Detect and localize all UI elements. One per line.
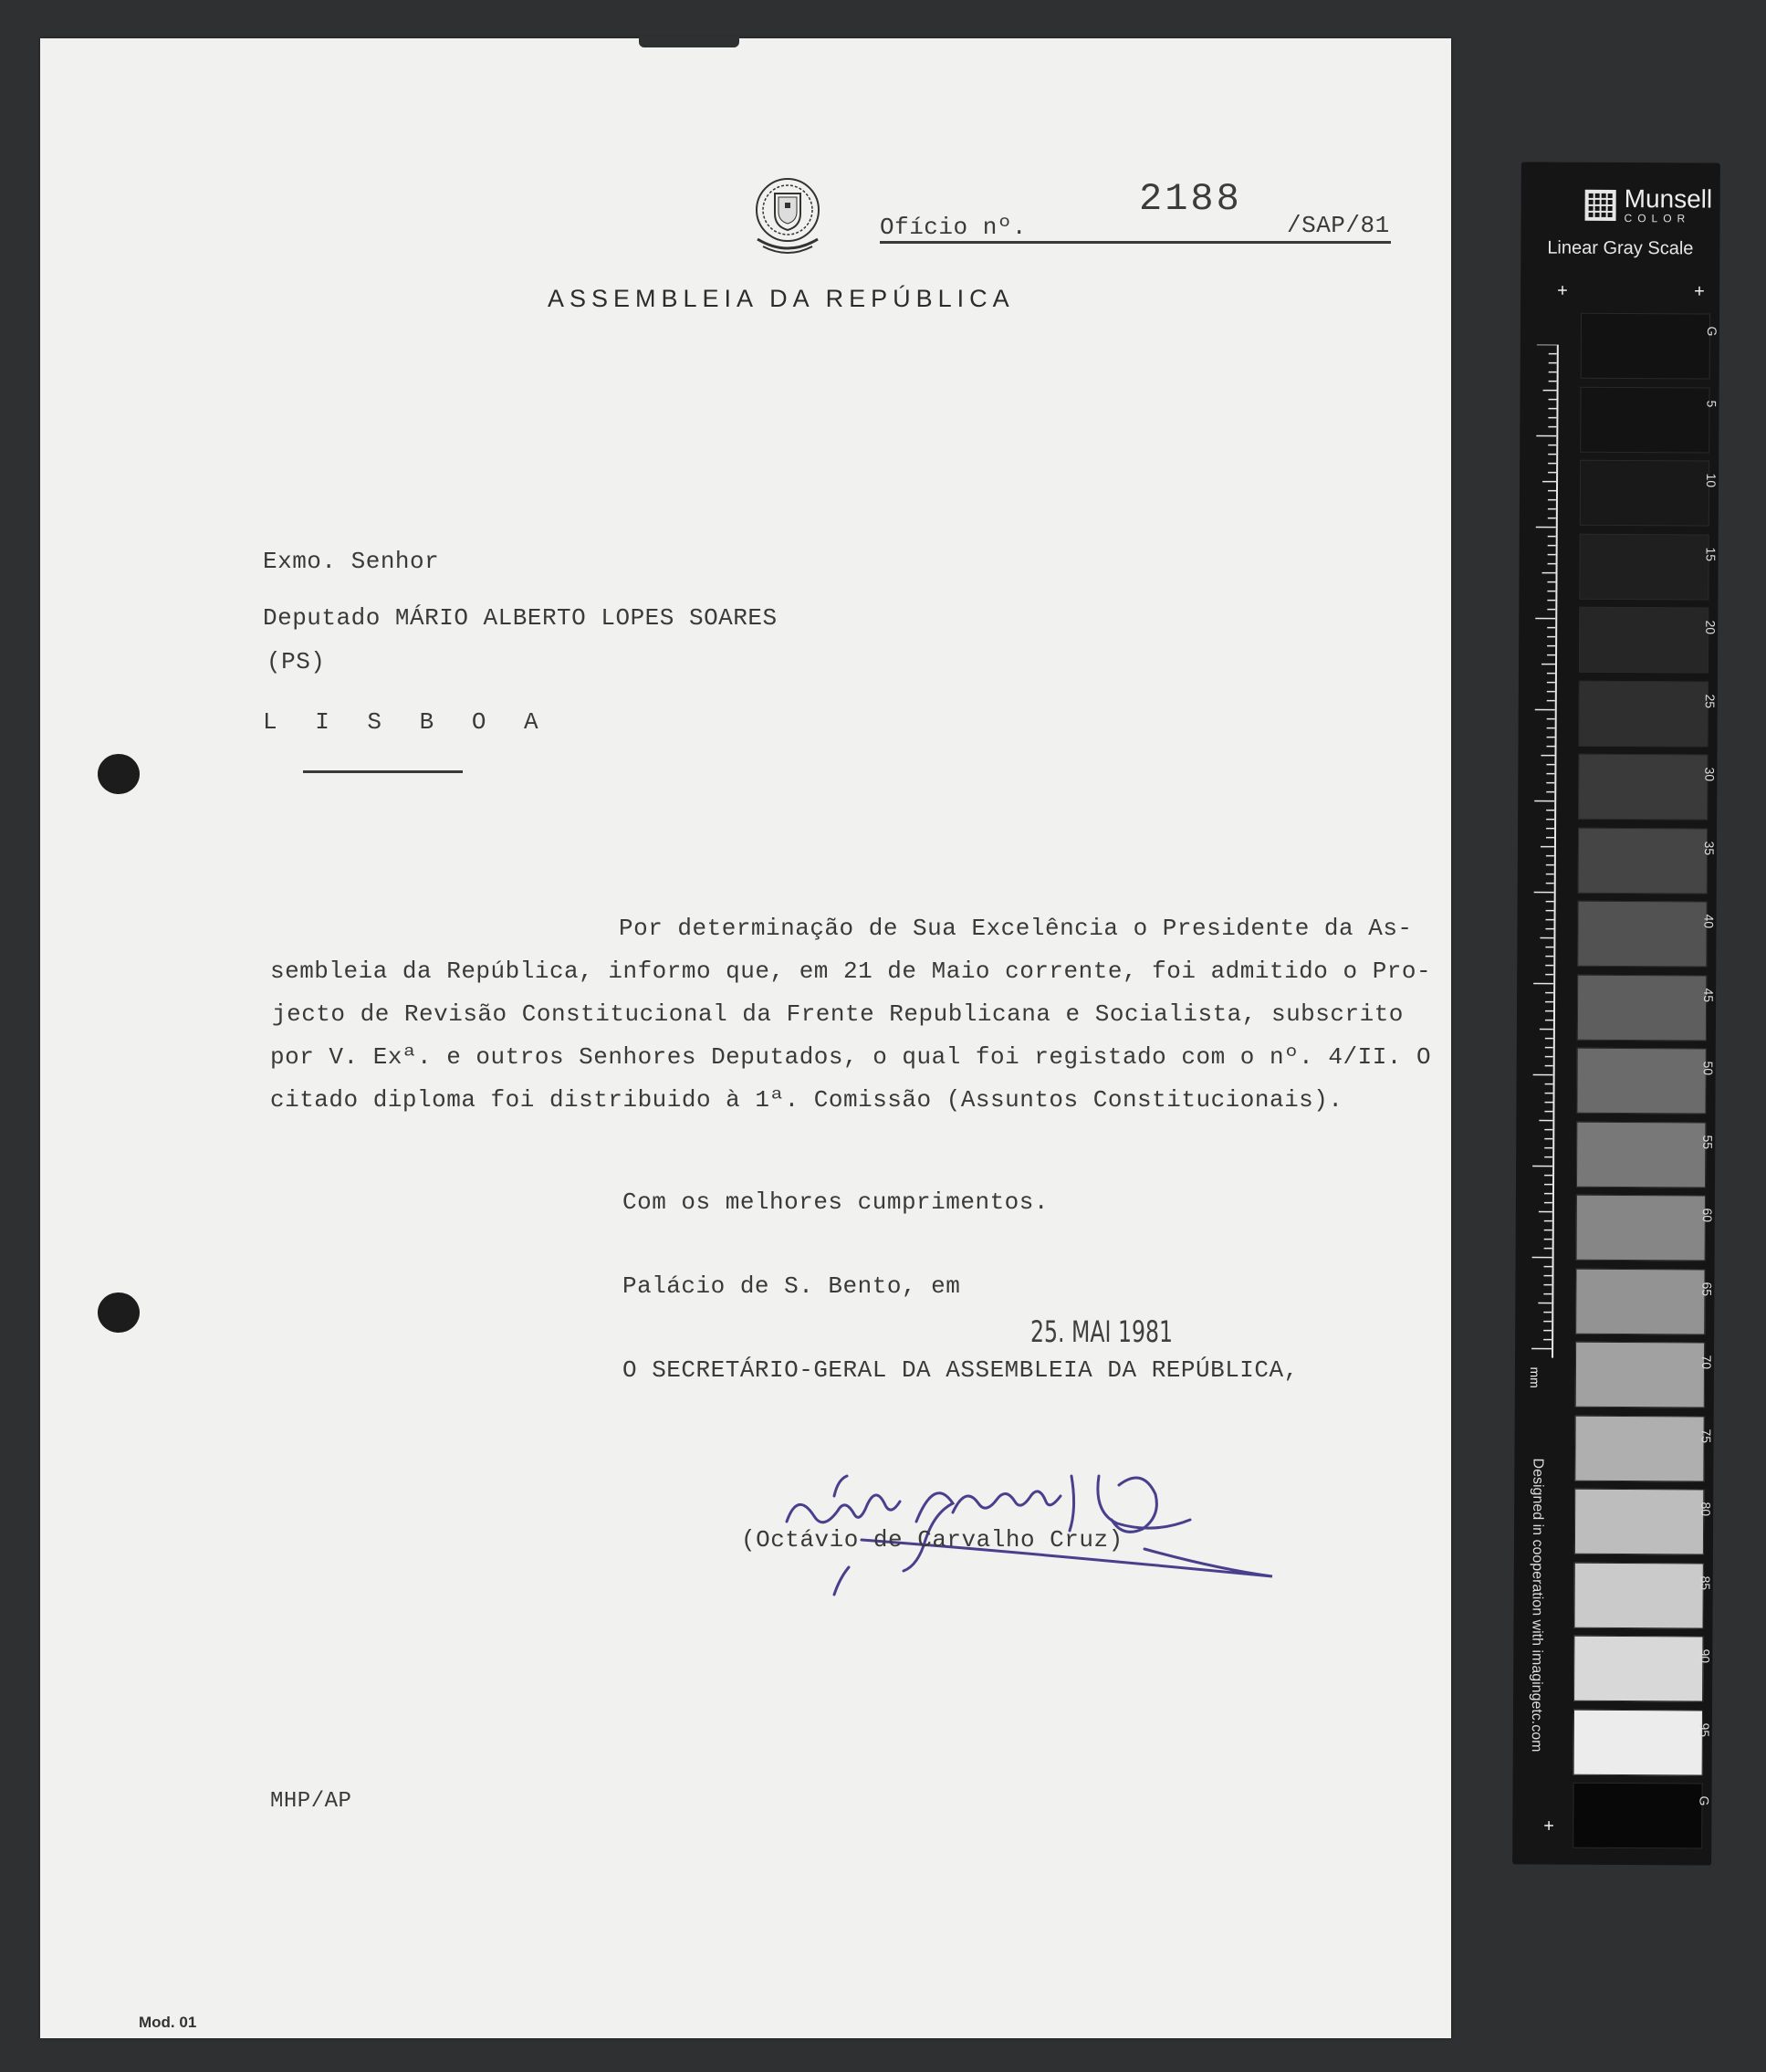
salutation: Exmo. Senhor: [263, 548, 440, 575]
munsell-logo-grid: [1589, 194, 1613, 217]
gray-swatch: [1573, 1783, 1702, 1849]
letter-page: [40, 38, 1451, 2038]
gray-swatch: [1576, 1121, 1706, 1188]
place-date-label: Palácio de S. Bento, em: [622, 1272, 961, 1300]
reference-code: MHP/AP: [270, 1789, 352, 1814]
swatch-label: 90: [1698, 1648, 1713, 1664]
gray-swatch: [1575, 1342, 1705, 1408]
swatch-label: 60: [1699, 1208, 1715, 1223]
gray-swatch: [1573, 1636, 1703, 1702]
punch-hole: [98, 754, 140, 794]
gray-swatch: [1579, 533, 1709, 600]
gray-swatch: [1576, 1195, 1706, 1261]
card-credit: Designed in cooperation with imagingetc.com: [1528, 1458, 1546, 1753]
swatch-label: 50: [1700, 1061, 1716, 1076]
oficio-label: Ofício nº.: [880, 214, 1028, 241]
registration-mark-icon: +: [1557, 280, 1568, 301]
swatch-label: 40: [1701, 914, 1717, 929]
swatch-label: 5: [1704, 399, 1719, 407]
closing: Com os melhores cumprimentos.: [622, 1188, 1049, 1216]
color-reference-card: [1512, 162, 1720, 1865]
recipient-city: L I S B O A: [263, 708, 550, 736]
gray-swatch: [1573, 1709, 1703, 1775]
body-line: Por determinação de Sua Excelência o Presidente da As-: [619, 915, 1413, 942]
swatch-label: 45: [1701, 987, 1717, 1002]
coat-of-arms-icon: [750, 173, 825, 263]
recipient-name: Deputado MÁRIO ALBERTO LOPES SOARES: [263, 604, 778, 632]
gray-swatch: [1574, 1415, 1704, 1481]
oficio-number: 2188: [1139, 177, 1242, 221]
swatch-label: 15: [1703, 546, 1719, 561]
gray-swatch: [1579, 607, 1709, 674]
gray-swatch: [1575, 1268, 1705, 1334]
swatch-label: G: [1697, 1795, 1712, 1806]
handwritten-signature: [779, 1439, 1309, 1599]
registration-mark-icon: +: [1694, 281, 1705, 302]
body-line: citado diploma foi distribuido à 1ª. Comissão (Assuntos Constitucionais).: [270, 1086, 1343, 1114]
swatch-label: 30: [1702, 767, 1718, 782]
swatch-label: 95: [1697, 1721, 1712, 1737]
card-brand-sub: COLOR: [1624, 212, 1691, 225]
swatch-label: 20: [1703, 620, 1719, 635]
swatch-label: 65: [1699, 1281, 1715, 1296]
swatch-label: G: [1704, 326, 1719, 337]
body-line: por V. Exª. e outros Senhores Deputados, o qual foi registado com o nº. 4/II. O: [270, 1043, 1432, 1071]
gray-swatch: [1581, 313, 1710, 380]
gray-swatch: [1577, 901, 1707, 968]
city-underline: [303, 770, 463, 773]
gray-swatch: [1579, 680, 1709, 747]
gray-swatch: [1577, 974, 1707, 1041]
signatory-name: (Octávio de Carvalho Cruz): [741, 1526, 1123, 1554]
card-title: Linear Gray Scale: [1547, 237, 1694, 259]
swatch-label: 10: [1704, 473, 1719, 488]
registration-mark-icon: +: [1543, 1816, 1555, 1837]
swatch-label: 55: [1700, 1134, 1716, 1149]
form-code: Mod. 01: [139, 2014, 197, 2031]
gray-swatch: [1578, 827, 1708, 894]
gray-swatch: [1573, 1562, 1703, 1628]
gray-swatch: [1574, 1489, 1704, 1555]
punch-hole: [98, 1292, 140, 1333]
swatch-label: 80: [1698, 1502, 1714, 1517]
mm-ruler: [1524, 344, 1559, 1357]
paper-notch: [639, 37, 739, 47]
gray-swatch: [1576, 1048, 1706, 1114]
body-line: jecto de Revisão Constitucional da Frente Republicana e Socialista, subscrito: [272, 1000, 1404, 1028]
card-brand: Munsell: [1624, 184, 1713, 214]
oficio-suffix: /SAP/81: [1287, 212, 1390, 239]
swatch-label: 85: [1698, 1575, 1713, 1590]
date-stamp: 25. MAI 1981: [1030, 1314, 1174, 1349]
oficio-underline: [880, 241, 1391, 244]
body-line: sembleia da República, informo que, em 21 de Maio corrente, foi admitido o Pro-: [270, 958, 1432, 985]
signatory-title: O SECRETÁRIO-GERAL DA ASSEMBLEIA DA REPÚBLICA,: [622, 1356, 1299, 1384]
swatch-label: 70: [1698, 1355, 1715, 1370]
gray-swatch: [1578, 754, 1708, 821]
ruler-unit: mm: [1527, 1366, 1542, 1388]
institution-title: ASSEMBLEIA DA REPÚBLICA: [548, 285, 1015, 312]
gray-swatch: [1580, 386, 1709, 453]
gray-swatch: [1580, 460, 1709, 527]
recipient-party: (PS): [266, 648, 326, 675]
swatch-label: 25: [1702, 693, 1718, 708]
swatch-label: 75: [1698, 1428, 1714, 1443]
swatch-label: 35: [1701, 840, 1717, 855]
